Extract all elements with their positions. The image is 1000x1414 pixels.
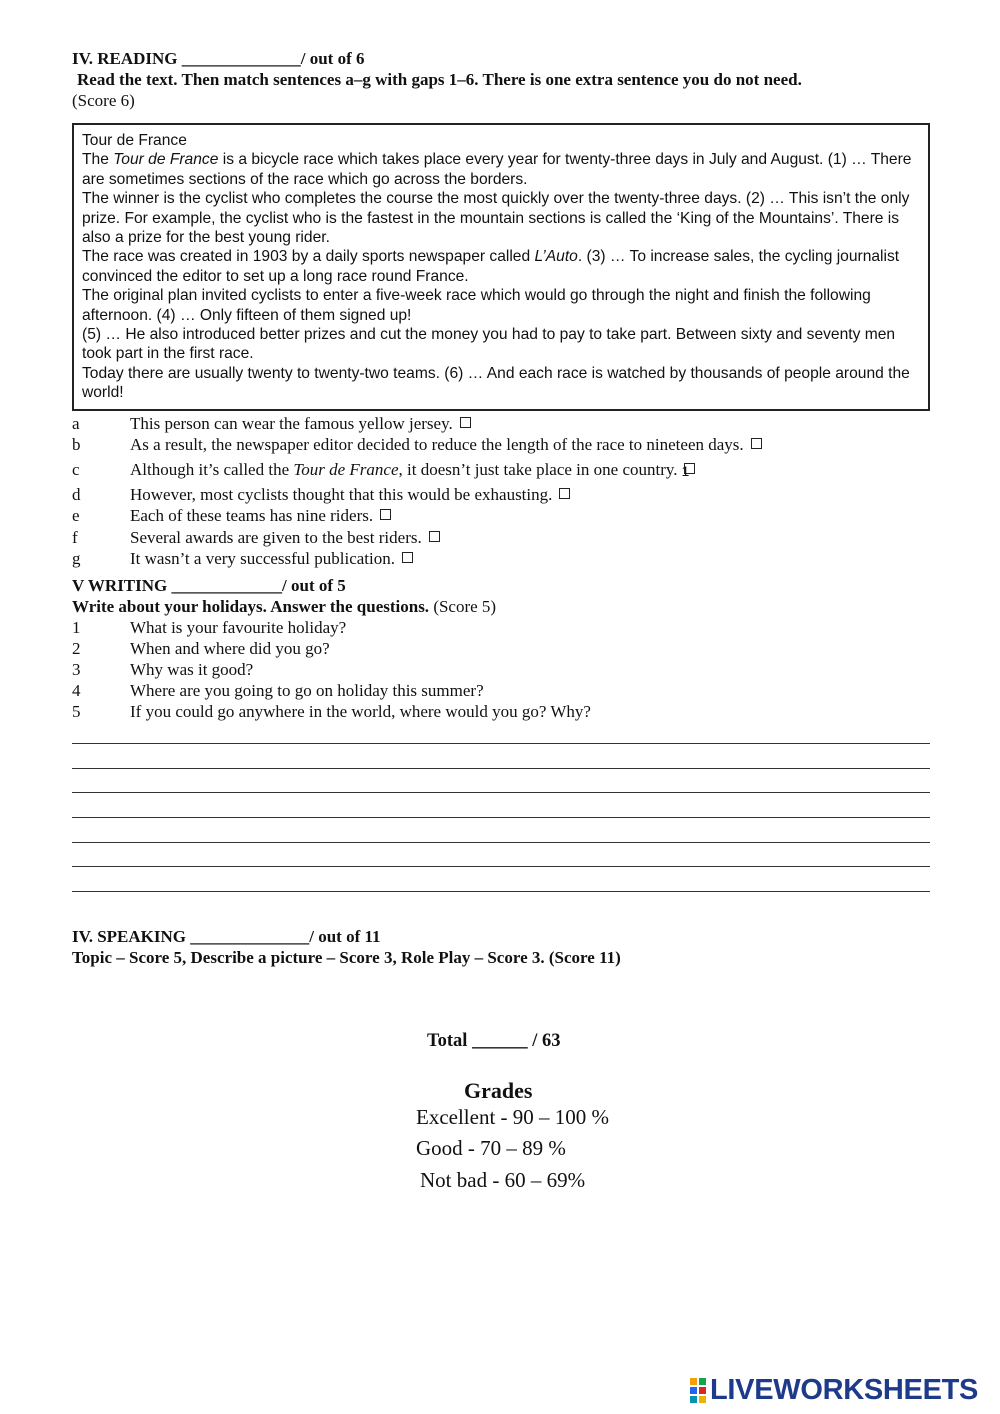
speaking-heading: IV. SPEAKING ______________/ out of 11	[72, 926, 381, 946]
question-text: Why was it good?	[130, 659, 254, 679]
answer-checkbox[interactable]	[429, 531, 440, 542]
logo-square	[699, 1396, 706, 1403]
reading-section	[72, 48, 930, 570]
answer-checkbox[interactable]	[402, 552, 413, 563]
option-d	[72, 484, 930, 506]
writing-score: (Score 5)	[429, 596, 497, 616]
logo-square	[690, 1396, 697, 1403]
logo-square	[690, 1387, 697, 1394]
option-key: g	[72, 549, 81, 569]
question-3	[72, 659, 930, 680]
question-number: 1	[72, 617, 81, 637]
passage-paragraph-4: The original plan invited cyclists to enter a five-week race which would go through the night and finish the following afternoon. (4) … Only fifteen of them signed up!	[82, 287, 871, 324]
reading-heading: IV. READING ______________/ out of 6	[72, 49, 365, 68]
option-key: c	[72, 459, 80, 479]
option-key: e	[72, 506, 80, 526]
option-text: However, most cyclists thought that this would be exhausting.	[130, 484, 553, 504]
option-text: , it doesn’t just take place in one country.	[398, 459, 678, 479]
passage-text: The	[82, 151, 114, 169]
option-key: a	[72, 413, 80, 433]
logo-icon	[690, 1378, 706, 1403]
passage-paragraph-1	[82, 150, 920, 189]
option-key: b	[72, 435, 81, 455]
match-options	[72, 413, 930, 570]
logo-square	[690, 1378, 697, 1385]
writing-line[interactable]	[72, 793, 930, 818]
passage-italic: L’Auto	[534, 248, 578, 266]
worksheet-page	[72, 48, 930, 968]
answer-checkbox[interactable]	[559, 488, 570, 499]
writing-line[interactable]	[72, 769, 930, 794]
liveworksheets-logo	[690, 1376, 978, 1405]
writing-line[interactable]	[72, 867, 930, 892]
logo-square	[699, 1387, 706, 1394]
answer-checkbox[interactable]	[460, 417, 471, 428]
option-b	[72, 434, 930, 456]
writing-section	[72, 575, 930, 892]
question-text: Where are you going to go on holiday this summer?	[130, 680, 484, 700]
grades-title: Grades	[464, 1078, 533, 1103]
passage-paragraph-6: Today there are usually twenty to twenty-two teams. (6) … And each race is watched by thousands of people around the world!	[82, 364, 910, 402]
reading-score: (Score 6)	[72, 91, 135, 110]
passage-text: . (3) … To increase sales, the cycling journalist convinced the editor to set up a long race round France.	[82, 248, 900, 285]
question-number: 3	[72, 659, 81, 679]
reading-instruction: Read the text. Then match sentences a–g with gaps 1–6. There is one extra sentence you do not need.	[77, 70, 802, 89]
option-c	[72, 456, 930, 484]
question-1	[72, 617, 930, 638]
answer-checkbox[interactable]	[380, 509, 391, 520]
question-5	[72, 701, 930, 722]
passage-italic: Tour de France	[113, 151, 219, 169]
option-f	[72, 527, 930, 549]
option-e	[72, 505, 930, 527]
passage-text: The race was created in 1903 by a daily sports newspaper called	[82, 248, 535, 266]
answer-value[interactable]: 1	[681, 462, 690, 479]
logo-text: LIVEWORKSHEETS	[710, 1374, 979, 1406]
grade-not-bad: Not bad - 60 – 69%	[420, 1168, 586, 1192]
question-4	[72, 680, 930, 701]
total-score: Total ______ / 63	[427, 1031, 561, 1051]
reading-passage	[72, 123, 930, 411]
writing-instruction: Write about your holidays. Answer the questions.	[72, 596, 430, 616]
question-text: What is your favourite holiday?	[130, 617, 347, 637]
question-number: 2	[72, 638, 81, 658]
option-italic: Tour de France	[293, 459, 399, 479]
writing-answer-area[interactable]	[72, 720, 930, 892]
question-text: If you could go anywhere in the world, where would you go? Why?	[130, 701, 591, 721]
speaking-detail: Topic – Score 5, Describe a picture – Score 3, Role Play – Score 3. (Score 11)	[72, 947, 621, 967]
question-text: When and where did you go?	[130, 638, 330, 658]
question-number: 5	[72, 701, 81, 721]
answer-checkbox[interactable]	[751, 438, 762, 449]
question-2	[72, 638, 930, 659]
option-g	[72, 548, 930, 570]
passage-paragraph-5: (5) … He also introduced better prizes and cut the money you had to pay to take part. Between sixty and seventy men took part in the first race.	[82, 326, 896, 363]
grade-good: Good - 70 – 89 %	[416, 1136, 566, 1160]
writing-line[interactable]	[72, 818, 930, 843]
question-number: 4	[72, 680, 81, 700]
grade-excellent: Excellent - 90 – 100 %	[416, 1105, 610, 1129]
option-key: d	[72, 484, 81, 504]
option-text: As a result, the newspaper editor decided to reduce the length of the race to nineteen days.	[130, 435, 744, 455]
writing-line[interactable]	[72, 744, 930, 769]
option-text: Each of these teams has nine riders.	[130, 506, 374, 526]
option-text: Several awards are given to the best riders.	[130, 527, 422, 547]
option-text: It wasn’t a very successful publication.	[130, 549, 396, 569]
writing-line[interactable]	[72, 843, 930, 868]
option-text: Although it’s called the	[130, 459, 294, 479]
logo-square	[699, 1378, 706, 1385]
writing-line[interactable]	[72, 720, 930, 745]
speaking-section	[72, 926, 930, 968]
writing-heading: V WRITING _____________/ out of 5	[72, 575, 346, 595]
passage-text: is a bicycle race which takes place every year for twenty-three days in July and August. (1) … There are sometimes sections of the race which go across the borders.	[82, 151, 912, 188]
passage-paragraph-2: The winner is the cyclist who completes the course the most quickly over the twenty-three days. (2) … This isn’t the only prize. For example, the cyclist who is the fastest in the mountain sections is called the ‘King of the Mountains’. There is also a prize for the best young rider.	[82, 190, 910, 247]
option-a	[72, 413, 930, 435]
option-text: This person can wear the famous yellow jersey.	[130, 413, 453, 433]
writing-instruction-row	[72, 596, 930, 617]
passage-paragraph-3	[82, 247, 920, 286]
passage-title: Tour de France	[82, 132, 187, 149]
option-key: f	[72, 527, 78, 547]
